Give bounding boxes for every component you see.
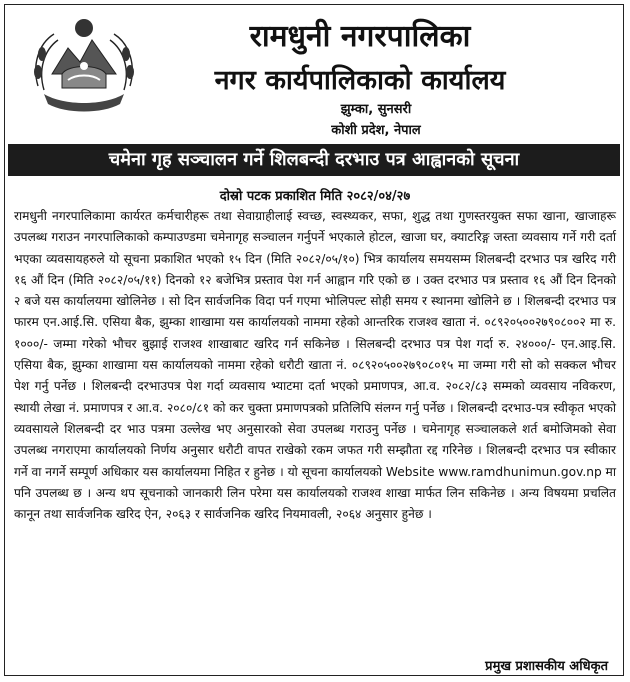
address-district: झुम्का, सुनसरी — [340, 102, 412, 117]
publication-date: दोस्रो पटक प्रकाशित मिति २०८२/०४/२७ — [219, 189, 411, 204]
office-title: नगर कार्यपालिकाको कार्यालय — [214, 65, 506, 96]
notice-body: रामधुनी नगरपालिकामा कार्यरत कर्मचारीहरू तथा सेवाग्राहीलाई स्वच्छ, स्वस्थ्यकर, सफा, शुद्ध तथा गुणस्तरयुक्त सफा खाना, खाजाहरू उपलब्ध गराउन नगरपालिकाको कम्पाउण्डमा चमेनागृह सञ्चालन गर्नुपर्ने भएकाले होटल, खाजा घर, क्याटरिङ्ग जस्ता व्यवसाय गर्ने गरी दर्ता भएका व्यवसायहरुले यो सूचना प्रकाशित भएको १५ दिन (मिति २०८२/०५/१०) भित्र कार्यालय समयसम्म शिलबन्दी दरभाउ पत्र खरिद गरी १६ औं दिन (मिति २०८२/०५/११) दिनको १२ बजेभित्र प्रस्ताव पेश गर्न आह्वान गरि एको छ । उक्त दरभाउ पत्र प्रस्ताव १६ औं दिन दिनको २ बजे यस कार्यालयमा खोलिनेछ । सो दिन सार्वजनिक विदा पर्न गएमा भोलिपल्ट सोही समय र स्थानमा खोलिने छ । शिलबन्दी दरभाउ पत्र फारम एन.आई.सि. एसिया बैक, झुम्का शाखामा यस कार्यालयको नाममा रहेको आन्तरिक राजश्व खाता नं. ०८९२०५००२७९०८००२ मा रु. १०००/- जम्मा गरेको भौचर बुझाई राजश्व शाखाबाट खरिद गर्न सकिनेछ । सिलबन्दी दरभाउ पत्र पेश गर्दा रु. २४०००/- एन.आइ.सि. एसिया बैक, झुम्का शाखामा यस कार्यालयको नाममा रहेको धरौटी खाता नं. ०८९२०५००२७९०८०१५ मा जम्मा गरी सो को सक्कल भौचर पेश गर्नु पर्नेछ । शिलबन्दी दरभाउपत्र पेश गर्दा व्यवसाय भ्याटमा दर्ता भएको प्रमाणपत्र, आ.व. २०८२/८३ सम्मको व्यवसाय नविकरण, स्थायी लेखा नं. प्रमाणपत्र र आ.व. २०८०/८१ को कर चुक्ता प्रमाणपत्रको प्रतिलिपि संलग्न गर्नु पर्नेछ । शिलबन्दी दरभाउ-पत्र स्वीकृत भएको व्यवसायले शिलबन्दी दर भाउ पत्रमा उल्लेख भए अनुसारको सेवा उपलब्ध गराउनु पर्नेछ । चमेनागृह सञ्चालकले शर्त बमोजिमको सेवा उपलब्ध नगराएमा कार्यालयको निर्णय अनुसार धरौटी वापत राखेको रकम जफत गरी सम्झौता रद्द गरिनेछ । शिलबन्दी दरभाउ पत्र स्वीकार गर्ने वा नगर्ने सम्पूर्ण अधिकार यस कार्यालयमा निहित र हुनेछ । यो सूचना कार्यालयको Website www.ramdhunimun.gov.np मा पनि उपलब्ध छ । अन्य थप सूचनाको जानकारी लिन परेमा यस कार्यालयको राजश्व शाखा मार्फत लिन सकिनेछ । अन्य विषयमा प्रचलित कानून तथा सार्वजनिक खरिद ऐन, २०६३ र सार्वजनिक खरिद नियमावली, २०६४ अनुसार हुनेछ । — [14, 209, 616, 522]
nepal-government-emblem-icon — [28, 14, 140, 120]
municipality-title: रामधुनी नगरपालिका — [249, 19, 471, 54]
address-province: कोशी प्रदेश, नेपाल — [331, 123, 421, 138]
signatory-title: प्रमुख प्रशासकीय अधिकृत — [485, 659, 608, 674]
notice-banner: चमेना गृह सञ्चालन गर्ने शिलबन्दी दरभाउ पत्र आह्वानको सूचना — [8, 144, 620, 176]
